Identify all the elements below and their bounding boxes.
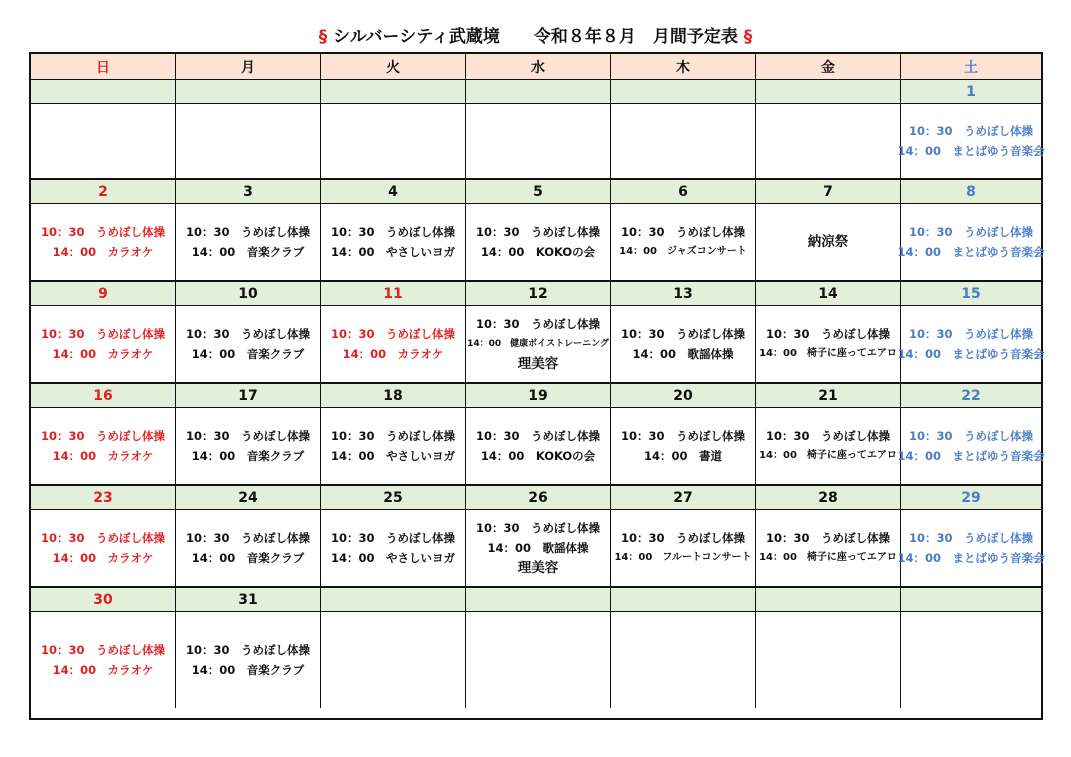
weekday-mon: 月 xyxy=(176,54,321,79)
date-cell-sat: 15 xyxy=(961,285,981,302)
date-cell-tue: 4 xyxy=(321,180,466,203)
events-cell-thu xyxy=(611,612,756,708)
event-item: 10：30 うめぼし体操 xyxy=(40,429,165,443)
events-cell-tue xyxy=(321,408,466,484)
events-cell-fri xyxy=(756,510,901,586)
events-row xyxy=(31,104,1045,180)
event-item: 14：00 カラオケ xyxy=(52,663,154,677)
events-cell-tue xyxy=(321,204,466,280)
events-cell-sun xyxy=(31,612,176,708)
events-cell-sun xyxy=(31,104,176,178)
event-item: 10：30 うめぼし体操 xyxy=(908,225,1033,239)
events-cell-tue xyxy=(321,612,466,708)
section-mark-left: § xyxy=(318,27,328,47)
date-cell-mon: 10 xyxy=(176,282,321,305)
date-cell-wed xyxy=(466,588,611,611)
event-item: 10：30 うめぼし体操 xyxy=(908,531,1033,545)
event-item: 14：00 音楽クラブ xyxy=(191,245,305,259)
events-cell-tue xyxy=(321,104,466,178)
event-item: 14：00 歌謡体操 xyxy=(487,541,589,555)
date-cell-fri: 7 xyxy=(756,180,901,203)
events-cell-thu xyxy=(611,306,756,382)
event-item: 14：00 KOKOの会 xyxy=(480,449,596,463)
date-cell-thu xyxy=(611,80,756,103)
date-cell-fri: 21 xyxy=(756,384,901,407)
event-item: 10：30 うめぼし体操 xyxy=(620,429,745,443)
event-item: 10：30 うめぼし体操 xyxy=(185,225,310,239)
title-text: シルバーシティ武蔵境 令和８年８月 月間予定表 xyxy=(333,27,738,47)
date-row xyxy=(31,384,1041,408)
event-item: 10：30 うめぼし体操 xyxy=(765,531,890,545)
events-cell-sat xyxy=(897,204,1045,280)
event-item: 10：30 うめぼし体操 xyxy=(475,317,600,331)
events-cell-mon xyxy=(176,204,321,280)
events-row xyxy=(31,612,1041,708)
date-cell-sun: 23 xyxy=(31,486,176,509)
date-cell-fri: 14 xyxy=(756,282,901,305)
event-item: 14：00 椅子に座ってエアロ xyxy=(759,552,897,563)
date-cell-mon: 24 xyxy=(176,486,321,509)
event-item: 14：00 まとばゆう音楽会 xyxy=(897,551,1045,565)
event-item: 理美容 xyxy=(517,560,559,576)
events-cell-mon xyxy=(176,104,321,178)
events-cell-thu xyxy=(611,408,756,484)
date-cell-wed: 19 xyxy=(466,384,611,407)
weekday-tue: 火 xyxy=(321,54,466,79)
calendar-body xyxy=(31,80,1045,708)
event-item: 10：30 うめぼし体操 xyxy=(185,429,310,443)
events-cell-sat xyxy=(897,104,1045,178)
date-cell-tue: 18 xyxy=(321,384,466,407)
date-row xyxy=(31,486,1041,510)
events-cell-sun xyxy=(31,408,176,484)
event-item: 14：00 健康ボイストレーニング xyxy=(467,339,609,349)
events-cell-sat xyxy=(901,612,1041,708)
date-cell-sat xyxy=(901,588,1041,611)
event-item: 14：00 ジャズコンサート xyxy=(619,246,747,257)
date-cell-tue xyxy=(321,588,466,611)
events-cell-mon xyxy=(176,306,321,382)
date-cell-thu: 20 xyxy=(611,384,756,407)
date-cell-fri: 28 xyxy=(756,486,901,509)
date-cell-thu: 13 xyxy=(611,282,756,305)
date-cell-fri xyxy=(756,588,901,611)
event-item: 10：30 うめぼし体操 xyxy=(620,327,745,341)
section-mark-right: § xyxy=(743,27,753,47)
date-cell-fri xyxy=(756,80,901,103)
event-item: 10：30 うめぼし体操 xyxy=(765,327,890,341)
event-item: 14：00 フルートコンサート xyxy=(614,552,752,563)
events-cell-mon xyxy=(176,510,321,586)
events-row xyxy=(31,408,1045,486)
date-cell-wed: 5 xyxy=(466,180,611,203)
date-cell-wed: 26 xyxy=(466,486,611,509)
event-item: 14：00 やさしいヨガ xyxy=(330,551,455,565)
event-item: 納涼祭 xyxy=(807,234,849,250)
event-item: 10：30 うめぼし体操 xyxy=(330,327,455,341)
date-cell-tue: 11 xyxy=(321,282,466,305)
events-cell-sat xyxy=(897,510,1045,586)
event-item: 10：30 うめぼし体操 xyxy=(908,124,1033,138)
event-item: 10：30 うめぼし体操 xyxy=(908,429,1033,443)
event-item: 14：00 音楽クラブ xyxy=(191,663,305,677)
event-item: 10：30 うめぼし体操 xyxy=(185,531,310,545)
event-item: 14：00 カラオケ xyxy=(342,347,444,361)
events-cell-wed xyxy=(466,104,611,178)
events-cell-mon xyxy=(176,612,321,708)
event-item: 14：00 カラオケ xyxy=(52,551,154,565)
event-item: 10：30 うめぼし体操 xyxy=(40,531,165,545)
date-row xyxy=(31,588,1041,612)
weekday-header-row xyxy=(31,54,1041,80)
events-cell-sun xyxy=(31,204,176,280)
event-item: 14：00 カラオケ xyxy=(52,449,154,463)
event-item: 10：30 うめぼし体操 xyxy=(40,327,165,341)
weekday-thu: 木 xyxy=(611,54,756,79)
event-item: 14：00 椅子に座ってエアロ xyxy=(759,450,897,461)
date-cell-wed: 12 xyxy=(466,282,611,305)
date-row xyxy=(31,180,1041,204)
event-item: 10：30 うめぼし体操 xyxy=(765,429,890,443)
date-cell-mon: 3 xyxy=(176,180,321,203)
weekday-sat: 土 xyxy=(964,59,978,76)
event-item: 10：30 うめぼし体操 xyxy=(620,225,745,239)
events-cell-thu xyxy=(611,204,756,280)
date-cell-thu: 27 xyxy=(611,486,756,509)
event-item: 10：30 うめぼし体操 xyxy=(185,327,310,341)
event-item: 10：30 うめぼし体操 xyxy=(330,429,455,443)
event-item: 14：00 まとばゆう音楽会 xyxy=(897,347,1045,361)
page-title xyxy=(0,23,1071,51)
events-cell-thu xyxy=(611,104,756,178)
date-cell-thu: 6 xyxy=(611,180,756,203)
event-item: 14：00 やさしいヨガ xyxy=(330,245,455,259)
event-item: 14：00 歌謡体操 xyxy=(632,347,734,361)
date-cell-sun: 30 xyxy=(31,588,176,611)
date-cell-mon xyxy=(176,80,321,103)
event-item: 10：30 うめぼし体操 xyxy=(475,225,600,239)
date-cell-sun: 16 xyxy=(31,384,176,407)
events-cell-fri xyxy=(756,204,901,280)
event-item: 14：00 音楽クラブ xyxy=(191,347,305,361)
date-cell-wed xyxy=(466,80,611,103)
events-cell-wed xyxy=(466,204,611,280)
date-row xyxy=(31,282,1041,306)
events-cell-wed xyxy=(466,306,611,382)
event-item: 14：00 KOKOの会 xyxy=(480,245,596,259)
event-item: 10：30 うめぼし体操 xyxy=(40,225,165,239)
event-item: 14：00 まとばゆう音楽会 xyxy=(897,144,1045,158)
weekday-sun: 日 xyxy=(31,54,176,79)
event-item: 10：30 うめぼし体操 xyxy=(908,327,1033,341)
events-cell-mon xyxy=(176,408,321,484)
event-item: 10：30 うめぼし体操 xyxy=(330,531,455,545)
events-cell-sat xyxy=(897,408,1045,484)
events-cell-sat xyxy=(897,306,1045,382)
date-cell-sun: 9 xyxy=(31,282,176,305)
event-item: 理美容 xyxy=(517,356,559,372)
events-cell-fri xyxy=(756,306,901,382)
date-cell-tue xyxy=(321,80,466,103)
event-item: 10：30 うめぼし体操 xyxy=(475,521,600,535)
events-cell-tue xyxy=(321,510,466,586)
date-cell-thu xyxy=(611,588,756,611)
event-item: 14：00 まとばゆう音楽会 xyxy=(897,449,1045,463)
weekday-fri: 金 xyxy=(756,54,901,79)
event-item: 14：00 カラオケ xyxy=(52,347,154,361)
date-cell-sat: 29 xyxy=(961,489,981,506)
weekday-wed: 水 xyxy=(466,54,611,79)
date-cell-sun xyxy=(31,80,176,103)
events-row xyxy=(31,510,1045,588)
events-cell-wed xyxy=(466,612,611,708)
event-item: 14：00 音楽クラブ xyxy=(191,449,305,463)
events-cell-fri xyxy=(756,408,901,484)
events-cell-thu xyxy=(611,510,756,586)
date-cell-sat: 8 xyxy=(966,183,976,200)
event-item: 14：00 音楽クラブ xyxy=(191,551,305,565)
events-cell-sun xyxy=(31,510,176,586)
event-item: 10：30 うめぼし体操 xyxy=(40,643,165,657)
date-cell-sat: 22 xyxy=(961,387,981,404)
event-item: 14：00 まとばゆう音楽会 xyxy=(897,245,1045,259)
events-cell-fri xyxy=(756,104,901,178)
event-item: 10：30 うめぼし体操 xyxy=(475,429,600,443)
date-cell-sat: 1 xyxy=(966,83,976,100)
date-row xyxy=(31,80,1041,104)
events-row xyxy=(31,306,1045,384)
events-cell-fri xyxy=(756,612,901,708)
event-item: 10：30 うめぼし体操 xyxy=(185,643,310,657)
events-row xyxy=(31,204,1045,282)
date-cell-mon: 17 xyxy=(176,384,321,407)
event-item: 14：00 椅子に座ってエアロ xyxy=(759,348,897,359)
events-cell-wed xyxy=(466,408,611,484)
calendar-table xyxy=(29,52,1043,720)
events-cell-sun xyxy=(31,306,176,382)
event-item: 14：00 カラオケ xyxy=(52,245,154,259)
events-cell-wed xyxy=(466,510,611,586)
date-cell-mon: 31 xyxy=(176,588,321,611)
event-item: 14：00 書道 xyxy=(643,449,722,463)
event-item: 10：30 うめぼし体操 xyxy=(620,531,745,545)
date-cell-tue: 25 xyxy=(321,486,466,509)
event-item: 14：00 やさしいヨガ xyxy=(330,449,455,463)
event-item: 10：30 うめぼし体操 xyxy=(330,225,455,239)
events-cell-tue xyxy=(321,306,466,382)
date-cell-sun: 2 xyxy=(31,180,176,203)
